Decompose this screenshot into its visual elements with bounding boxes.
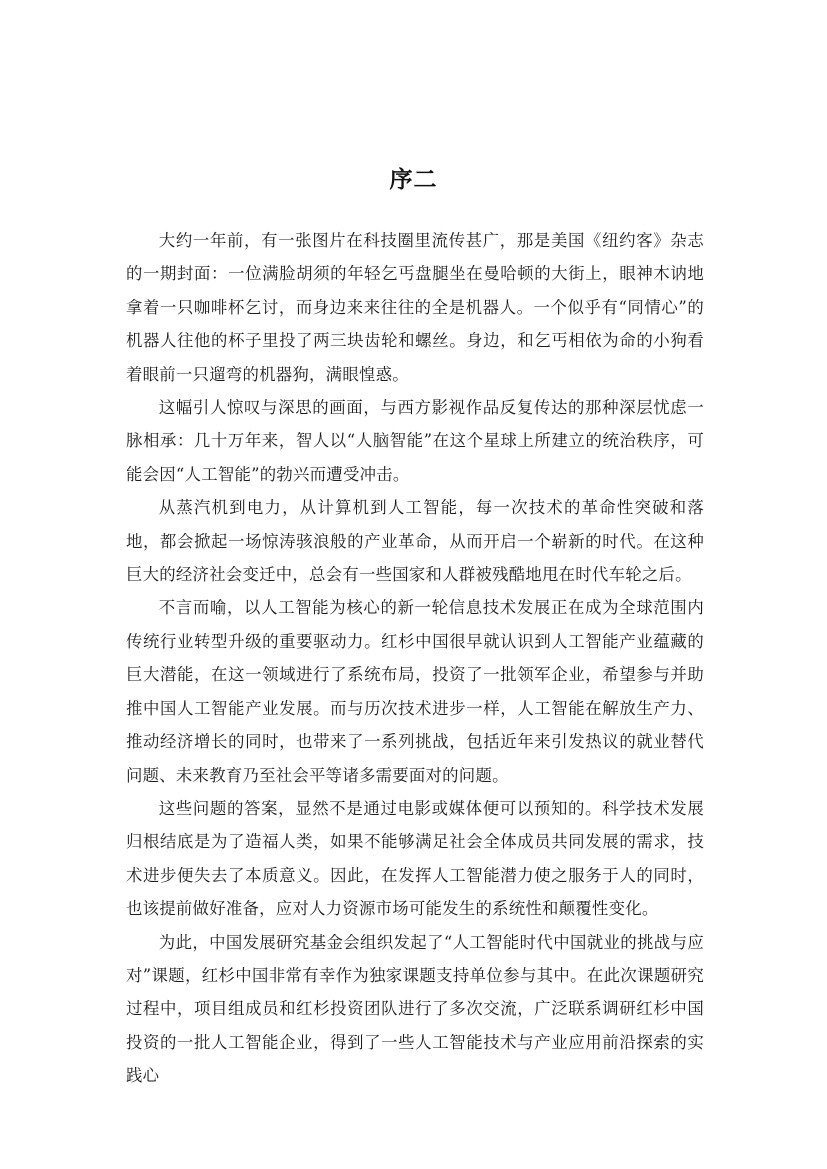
paragraph-3: 从蒸汽机到电力，从计算机到人工智能，每一次技术的革命性突破和落地，都会掀起一场惊涛骇浪般的产业革命，从而开启一个崭新的时代。在这种巨大的经济社会变迁中，总会有一些国家和人群被残酷地甩在时代车轮之后。 — [126, 498, 704, 585]
paragraph-1: 大约一年前，有一张图片在科技圈里流传甚广，那是美国《纽约客》杂志的一期封面：一位满脸胡须的年轻乞丐盘腿坐在曼哈顿的大街上，眼神木讷地拿着一只咖啡杯乞讨，而身边来来往往的全是机器人。一个似乎有“同情心”的机器人往他的杯子里投了两三块齿轮和螺丝。身边，和乞丐相依为命的小狗看着眼前一只遛弯的机器狗，满眼惶惑。 — [126, 231, 704, 384]
paragraph-4: 不言而喻，以人工智能为核心的新一轮信息技术发展正在成为全球范围内传统行业转型升级的重要驱动力。红杉中国很早就认识到人工智能产业蕴藏的巨大潜能，在这一领域进行了系统布局，投资了一批领军企业，希望参与并助推中国人工智能产业发展。而与历次技术进步一样，人工智能在解放生产力、推动经济增长的同时，也带来了一系列挑战，包括近年来引发热议的就业替代问题、未来教育乃至社会平等诸多需要面对的问题。 — [126, 598, 704, 785]
paragraph-5: 这些问题的答案，显然不是通过电影或媒体便可以预知的。科学技术发展归根结底是为了造福人类，如果不能够满足社会全体成员共同发展的需求，技术进步便失去了本质意义。因此，在发挥人工智能潜力使之服务于人的同时，也该提前做好准备，应对人力资源市场可能发生的系统性和颠覆性变化。 — [126, 798, 704, 919]
paragraph-2: 这幅引人惊叹与深思的画面，与西方影视作品反复传达的那种深层忧虑一脉相承：几十万年来，智人以“人脑智能”在这个星球上所建立的统治秩序，可能会因“人工智能”的勃兴而遭受冲击。 — [126, 398, 704, 484]
body-text — [126, 224, 704, 1093]
paragraph-6: 为此，中国发展研究基金会组织发起了“人工智能时代中国就业的挑战与应对”课题，红杉中国非常有幸作为独家课题支持单位参与其中。在此次课题研究过程中，项目组成员和红杉投资团队进行了多次交流，广泛联系调研红杉中国投资的一批人工智能企业，得到了一些人工智能技术与产业应用前沿探索的实践心 — [126, 932, 704, 1086]
page-title: 序二 — [389, 166, 438, 194]
